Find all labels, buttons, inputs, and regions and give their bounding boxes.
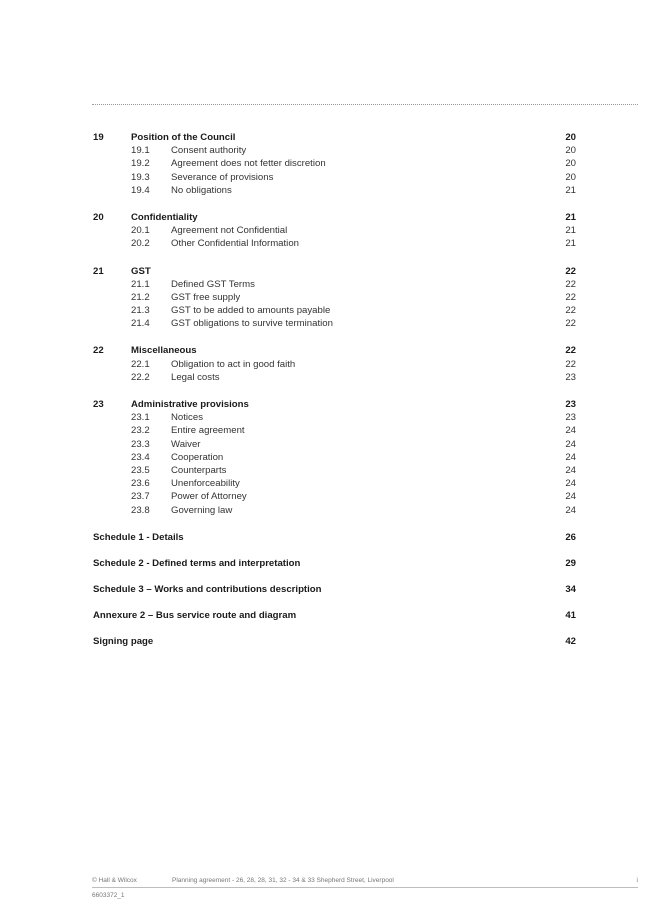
toc-subitem-row[interactable] [93, 477, 576, 490]
toc-subitem-page: 22 [565, 358, 576, 370]
toc-subitem-title: Legal costs [171, 371, 220, 383]
footer-divider [92, 887, 638, 888]
toc-section-19 [93, 131, 576, 197]
toc-heading-page: 22 [565, 265, 576, 277]
toc-subitem-page: 20 [565, 171, 576, 183]
toc-section-21 [93, 265, 576, 331]
toc-subitem-number: 19.2 [131, 158, 150, 170]
toc-subitem-row[interactable] [93, 317, 576, 330]
toc-subitem-row[interactable] [93, 358, 576, 371]
toc-heading-number: 19 [93, 132, 104, 143]
toc-subitem-number: 22.2 [131, 371, 150, 383]
toc-heading-row[interactable] [93, 131, 576, 144]
toc-heading-page: 21 [565, 211, 576, 223]
toc-schedule-title: Schedule 3 – Works and contributions description [93, 583, 322, 595]
toc-subitem-row[interactable] [93, 504, 576, 517]
toc-subitem-number: 22.1 [131, 358, 150, 370]
toc-subitem-title: Unenforceability [171, 478, 240, 490]
toc-subitem-title: Waiver [171, 438, 201, 450]
toc-subitem-title: Other Confidential Information [171, 238, 299, 250]
toc-subitem-title: Notices [171, 412, 203, 424]
toc-subitem-title: Cooperation [171, 451, 224, 463]
toc-heading-title: Confidentiality [131, 211, 198, 223]
toc-subitem-page: 22 [565, 318, 576, 330]
toc-subitem-row[interactable] [93, 304, 576, 317]
toc-subitem-number: 23.4 [131, 451, 150, 463]
toc-subitem-title: Severance of provisions [171, 171, 274, 183]
toc-subitem-title: GST to be added to amounts payable [171, 305, 331, 317]
toc-subitem-page: 24 [565, 464, 576, 476]
toc-heading-page: 20 [565, 132, 576, 143]
toc-subitem-row[interactable] [93, 411, 576, 424]
toc-subitem-page: 24 [565, 491, 576, 503]
toc-subitem-title: GST free supply [171, 291, 241, 303]
toc-subitem-number: 23.7 [131, 491, 150, 503]
toc-subitem-page: 22 [565, 278, 576, 290]
toc-subitem-page: 20 [565, 145, 576, 157]
toc-heading-title: GST [131, 265, 151, 277]
toc-subitem-number: 23.6 [131, 478, 150, 490]
toc-subitem-number: 23.5 [131, 464, 150, 476]
toc-subitem-number: 20.2 [131, 238, 150, 250]
toc-subitem-row[interactable] [93, 371, 576, 384]
toc-subitem-title: Agreement not Confidential [171, 225, 288, 237]
toc-schedule-row[interactable] [93, 557, 576, 570]
toc-heading-row[interactable] [93, 398, 576, 411]
toc-subitem-title: Governing law [171, 504, 233, 516]
toc-subitem-number: 21.2 [131, 291, 150, 303]
footer-firm: © Hall & Wilcox [92, 877, 137, 884]
toc-subitem-title: GST obligations to survive termination [171, 318, 333, 330]
toc-subitem-row[interactable] [93, 490, 576, 503]
toc-subitem-row[interactable] [93, 224, 576, 237]
toc-schedule-row[interactable] [93, 583, 576, 596]
toc-subitem-number: 21.1 [131, 278, 150, 290]
toc-subitem-title: Defined GST Terms [171, 278, 255, 290]
toc-subitem-page: 23 [565, 371, 576, 383]
toc-schedule-page: 41 [565, 609, 576, 621]
toc-subitem-page: 21 [565, 238, 576, 250]
toc-subitem-row[interactable] [93, 144, 576, 157]
toc-subitem-number: 23.2 [131, 425, 150, 437]
toc-subitem-row[interactable] [93, 157, 576, 170]
toc-schedule-title: Annexure 2 – Bus service route and diagram [93, 609, 297, 621]
toc-subitem-page: 24 [565, 438, 576, 450]
toc-subitem-title: No obligations [171, 184, 232, 196]
toc-subitem-row[interactable] [93, 171, 576, 184]
toc-subitem-row[interactable] [93, 424, 576, 437]
toc-heading-number: 23 [93, 399, 104, 410]
toc-heading-page: 23 [565, 399, 576, 410]
toc-heading-number: 20 [93, 211, 104, 223]
footer-document-reference: 6603372_1 [92, 892, 125, 899]
toc-heading-page: 22 [565, 345, 576, 357]
toc-subitem-title: Consent authority [171, 145, 247, 157]
footer-page-number: i [636, 877, 638, 884]
toc-subitem-page: 24 [565, 451, 576, 463]
toc-subitem-number: 21.3 [131, 305, 150, 317]
table-of-contents [93, 131, 576, 661]
toc-subitem-row[interactable] [93, 291, 576, 304]
toc-subitem-row[interactable] [93, 438, 576, 451]
toc-subitem-number: 20.1 [131, 225, 150, 237]
toc-section-23 [93, 398, 576, 517]
toc-section-20 [93, 211, 576, 251]
toc-heading-number: 22 [93, 345, 104, 357]
toc-subitem-title: Obligation to act in good faith [171, 358, 296, 370]
toc-heading-title: Miscellaneous [131, 345, 197, 357]
toc-subitem-row[interactable] [93, 184, 576, 197]
toc-subitem-number: 19.3 [131, 171, 150, 183]
toc-schedule-title: Signing page [93, 635, 154, 647]
toc-sections [93, 131, 576, 517]
toc-schedules [93, 531, 576, 648]
toc-subitem-page: 20 [565, 158, 576, 170]
toc-subitem-row[interactable] [93, 278, 576, 291]
header-divider [92, 104, 638, 105]
toc-subitem-row[interactable] [93, 237, 576, 250]
toc-schedule-row[interactable] [93, 609, 576, 622]
toc-subitem-row[interactable] [93, 451, 576, 464]
toc-heading-row[interactable] [93, 344, 576, 357]
toc-subitem-page: 24 [565, 425, 576, 437]
toc-subitem-number: 19.4 [131, 184, 150, 196]
toc-schedule-page: 34 [565, 583, 576, 595]
toc-heading-row[interactable] [93, 211, 576, 224]
toc-subitem-page: 23 [565, 412, 576, 424]
toc-schedule-page: 26 [565, 531, 576, 543]
toc-subitem-number: 19.1 [131, 145, 150, 157]
toc-subitem-title: Agreement does not fetter discretion [171, 158, 326, 170]
toc-subitem-number: 23.1 [131, 412, 150, 424]
toc-schedule-row[interactable] [93, 635, 576, 648]
toc-heading-number: 21 [93, 265, 104, 277]
toc-subitem-page: 24 [565, 504, 576, 516]
toc-schedule-title: Schedule 2 - Defined terms and interpretation [93, 557, 301, 569]
toc-subitem-page: 24 [565, 478, 576, 490]
toc-subitem-page: 22 [565, 291, 576, 303]
toc-heading-title: Position of the Council [131, 132, 236, 143]
toc-subitem-page: 22 [565, 305, 576, 317]
toc-schedule-title: Schedule 1 - Details [93, 531, 184, 543]
toc-subitem-number: 21.4 [131, 318, 150, 330]
toc-subitem-title: Power of Attorney [171, 491, 247, 503]
toc-subitem-title: Counterparts [171, 464, 227, 476]
toc-subitem-page: 21 [565, 184, 576, 196]
footer-document-title: Planning agreement - 26, 28, 28, 31, 32 - 34 & 33 Shepherd Street, Liverpool [172, 877, 394, 884]
toc-schedule-row[interactable] [93, 531, 576, 544]
toc-schedule-page: 29 [565, 557, 576, 569]
toc-schedule-page: 42 [565, 635, 576, 647]
toc-heading-row[interactable] [93, 265, 576, 278]
toc-subitem-title: Entire agreement [171, 425, 245, 437]
toc-section-22 [93, 344, 576, 384]
toc-subitem-row[interactable] [93, 464, 576, 477]
toc-subitem-number: 23.8 [131, 504, 150, 516]
toc-heading-title: Administrative provisions [131, 399, 249, 410]
toc-subitem-number: 23.3 [131, 438, 150, 450]
toc-subitem-page: 21 [565, 225, 576, 237]
